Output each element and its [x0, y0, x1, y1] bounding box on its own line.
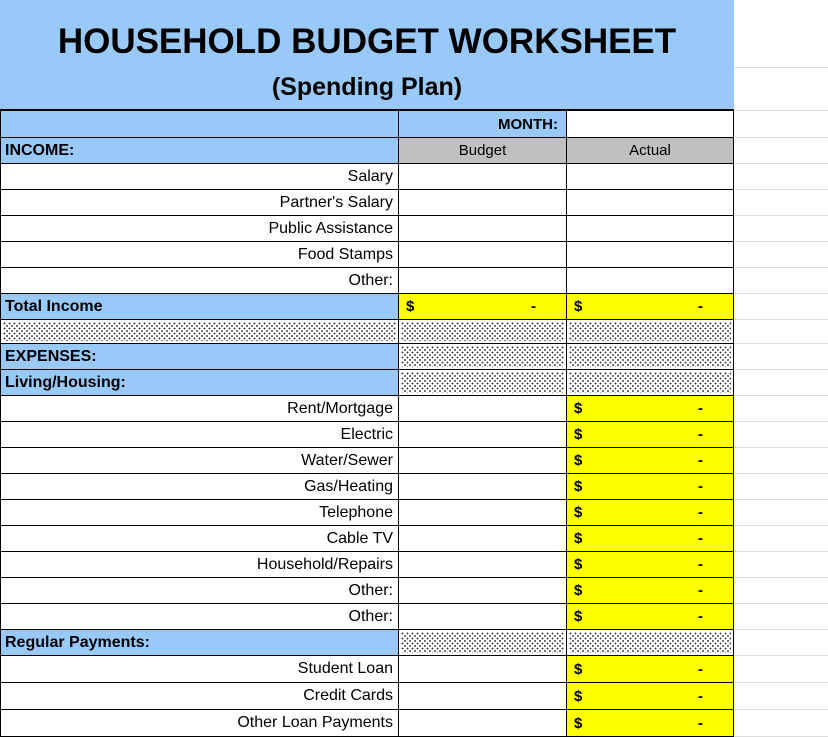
- section-header-row: [1, 370, 733, 396]
- amount-value: -: [698, 504, 703, 521]
- faint-gridline: [734, 395, 828, 396]
- currency-symbol: $: [574, 556, 583, 573]
- total-income-label: Total Income: [1, 294, 399, 319]
- faint-gridline: [734, 655, 828, 656]
- actual-cell[interactable]: [567, 216, 733, 241]
- budget-column-header: Budget: [399, 138, 567, 163]
- row-label: Water/Sewer: [1, 448, 399, 473]
- budget-cell[interactable]: [399, 683, 567, 709]
- row-label: Other Loan Payments: [1, 710, 399, 736]
- section-header-label: EXPENSES:: [1, 344, 399, 369]
- budget-cell[interactable]: [399, 422, 567, 447]
- table-row: [1, 683, 733, 710]
- table-row: [1, 604, 733, 630]
- budget-cell[interactable]: [399, 268, 567, 293]
- currency-symbol: $: [574, 714, 583, 732]
- faint-gridline: [734, 369, 828, 370]
- faint-gridline: [734, 163, 828, 164]
- actual-cell[interactable]: [567, 683, 733, 709]
- amount-value: -: [698, 582, 703, 599]
- currency-symbol: $: [574, 452, 583, 469]
- month-row-spacer-cell: [1, 111, 399, 137]
- budget-cell[interactable]: [399, 396, 567, 421]
- expense-rows-group: [1, 344, 733, 737]
- worksheet-subtitle: (Spending Plan): [271, 73, 463, 101]
- currency-symbol: $: [574, 582, 583, 599]
- actual-pattern-cell: [567, 370, 733, 395]
- actual-cell[interactable]: [567, 656, 733, 682]
- budget-pattern-cell: [399, 630, 567, 655]
- faint-gridline: [734, 421, 828, 422]
- income-rows-group: [1, 164, 733, 294]
- currency-symbol: $: [574, 608, 583, 625]
- row-label: Telephone: [1, 500, 399, 525]
- amount-value: -: [531, 298, 536, 315]
- budget-cell[interactable]: [399, 216, 567, 241]
- table-row: [1, 268, 733, 294]
- worksheet-header: [0, 0, 734, 111]
- actual-cell[interactable]: [567, 500, 733, 525]
- table-row: [1, 552, 733, 578]
- actual-cell[interactable]: [567, 552, 733, 577]
- amount-value: -: [698, 298, 703, 315]
- section-header-label: Regular Payments:: [1, 630, 399, 655]
- actual-cell[interactable]: [567, 164, 733, 189]
- actual-cell[interactable]: [567, 190, 733, 215]
- amount-value: -: [698, 608, 703, 625]
- currency-symbol: $: [574, 400, 583, 417]
- actual-cell[interactable]: [567, 396, 733, 421]
- month-input-cell[interactable]: [567, 111, 733, 137]
- faint-gridline: [734, 293, 828, 294]
- row-label: Cable TV: [1, 526, 399, 551]
- row-label: Credit Cards: [1, 683, 399, 709]
- budget-pattern-cell: [399, 344, 567, 369]
- faint-gridline: [734, 267, 828, 268]
- budget-cell[interactable]: [399, 552, 567, 577]
- actual-cell[interactable]: [567, 448, 733, 473]
- faint-gridline: [734, 241, 828, 242]
- faint-gridline: [734, 473, 828, 474]
- worksheet-title: HOUSEHOLD BUDGET WORKSHEET: [57, 22, 677, 61]
- actual-column-header: Actual: [567, 138, 733, 163]
- faint-gridline: [734, 319, 828, 320]
- section-header-row: [1, 630, 733, 656]
- faint-gridline: [734, 551, 828, 552]
- budget-cell[interactable]: [399, 578, 567, 603]
- pattern-cell: [567, 320, 733, 343]
- amount-value: -: [698, 714, 703, 732]
- amount-value: -: [698, 426, 703, 443]
- budget-cell[interactable]: [399, 164, 567, 189]
- table-row: [1, 396, 733, 422]
- actual-cell[interactable]: [567, 710, 733, 736]
- table-row: [1, 526, 733, 552]
- row-label: Partner's Salary: [1, 190, 399, 215]
- faint-gridline: [734, 577, 828, 578]
- row-label: Gas/Heating: [1, 474, 399, 499]
- income-section-header-row: [1, 138, 733, 164]
- currency-symbol: $: [574, 687, 583, 705]
- actual-cell[interactable]: [567, 474, 733, 499]
- income-section-label: INCOME:: [1, 138, 399, 163]
- table-row: [1, 500, 733, 526]
- row-label: Household/Repairs: [1, 552, 399, 577]
- outside-grid-area: [734, 0, 828, 737]
- total-income-actual-cell[interactable]: [567, 294, 733, 319]
- total-income-budget-cell[interactable]: [399, 294, 567, 319]
- budget-cell[interactable]: [399, 190, 567, 215]
- amount-value: -: [698, 530, 703, 547]
- currency-symbol: $: [574, 504, 583, 521]
- row-label: Other:: [1, 268, 399, 293]
- table-row: [1, 190, 733, 216]
- worksheet-grid: [0, 111, 734, 737]
- faint-gridline: [734, 343, 828, 344]
- faint-gridline: [734, 682, 828, 683]
- table-row: [1, 216, 733, 242]
- amount-value: -: [698, 660, 703, 678]
- row-label: Salary: [1, 164, 399, 189]
- faint-gridline: [734, 189, 828, 190]
- currency-symbol: $: [574, 660, 583, 678]
- budget-cell[interactable]: [399, 448, 567, 473]
- actual-cell[interactable]: [567, 526, 733, 551]
- faint-gridline: [734, 447, 828, 448]
- budget-cell[interactable]: [399, 656, 567, 682]
- faint-gridline: [734, 499, 828, 500]
- actual-cell[interactable]: [567, 604, 733, 629]
- table-row: [1, 578, 733, 604]
- budget-cell[interactable]: [399, 474, 567, 499]
- table-row: [1, 710, 733, 737]
- month-label: MONTH:: [399, 111, 567, 137]
- amount-value: -: [698, 478, 703, 495]
- faint-gridline: [734, 525, 828, 526]
- budget-cell[interactable]: [399, 526, 567, 551]
- budget-cell[interactable]: [399, 242, 567, 267]
- faint-gridline: [734, 215, 828, 216]
- actual-cell[interactable]: [567, 242, 733, 267]
- faint-gridline: [734, 110, 828, 111]
- faint-gridline: [734, 67, 828, 68]
- table-row: [1, 164, 733, 190]
- budget-cell[interactable]: [399, 604, 567, 629]
- row-label: Student Loan: [1, 656, 399, 682]
- table-row: [1, 448, 733, 474]
- row-label: Other:: [1, 578, 399, 603]
- month-row: [1, 111, 733, 138]
- actual-pattern-cell: [567, 630, 733, 655]
- faint-gridline: [734, 603, 828, 604]
- currency-symbol: $: [574, 298, 583, 315]
- currency-symbol: $: [574, 426, 583, 443]
- row-label: Food Stamps: [1, 242, 399, 267]
- budget-pattern-cell: [399, 370, 567, 395]
- amount-value: -: [698, 400, 703, 417]
- actual-cell[interactable]: [567, 422, 733, 447]
- amount-value: -: [698, 556, 703, 573]
- row-label: Public Assistance: [1, 216, 399, 241]
- faint-gridline: [734, 709, 828, 710]
- amount-value: -: [698, 687, 703, 705]
- amount-value: -: [698, 452, 703, 469]
- pattern-spacer-row: [1, 320, 733, 344]
- faint-gridline: [734, 137, 828, 138]
- table-row: [1, 242, 733, 268]
- row-label: Other:: [1, 604, 399, 629]
- currency-symbol: $: [574, 478, 583, 495]
- budget-cell[interactable]: [399, 710, 567, 736]
- actual-pattern-cell: [567, 344, 733, 369]
- budget-cell[interactable]: [399, 500, 567, 525]
- row-label: Electric: [1, 422, 399, 447]
- table-row: [1, 474, 733, 500]
- actual-cell[interactable]: [567, 268, 733, 293]
- row-label: Rent/Mortgage: [1, 396, 399, 421]
- pattern-cell: [1, 320, 399, 343]
- currency-symbol: $: [574, 530, 583, 547]
- currency-symbol: $: [406, 298, 415, 315]
- actual-cell[interactable]: [567, 578, 733, 603]
- table-row: [1, 656, 733, 683]
- pattern-cell: [399, 320, 567, 343]
- table-row: [1, 422, 733, 448]
- section-header-label: Living/Housing:: [1, 370, 399, 395]
- section-header-row: [1, 344, 733, 370]
- faint-gridline: [734, 629, 828, 630]
- total-income-row: [1, 294, 733, 320]
